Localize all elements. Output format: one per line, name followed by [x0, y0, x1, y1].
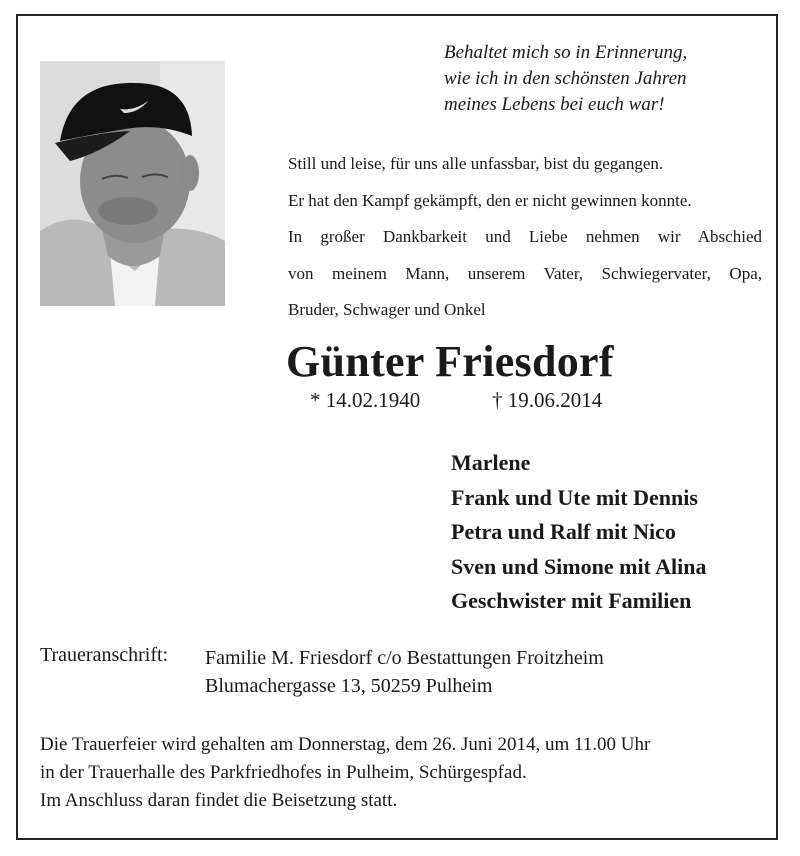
family-member: Geschwister mit Familien — [451, 588, 692, 613]
portrait-illustration — [40, 61, 225, 306]
mourning-address — [205, 644, 604, 700]
intro-line: Still und leise, für uns alle unfassbar, bist du gegangen. — [288, 154, 664, 173]
address-label: Traueranschrift: — [40, 644, 169, 666]
birth-date: * 14.02.1940 — [310, 388, 421, 412]
ceremony-line: Im Anschluss daran findet die Beisetzung statt. — [40, 790, 398, 811]
quote-line: meines Lebens bei euch war! — [444, 94, 665, 115]
intro-line: Bruder, Schwager und Onkel — [288, 300, 486, 319]
quote-line: wie ich in den schönsten Jahren — [444, 68, 687, 89]
intro-text — [288, 146, 762, 329]
family-list — [451, 446, 707, 619]
family-member: Sven und Simone mit Alina — [451, 553, 707, 579]
intro-line: In großer Dankbarkeit und Liebe nehmen wir Abschied — [288, 227, 762, 246]
family-member: Petra und Ralf mit Nico — [451, 519, 676, 544]
address-line: Familie M. Friesdorf c/o Bestattungen Froitzheim — [205, 647, 604, 669]
death-date: † 19.06.2014 — [492, 388, 603, 412]
ceremony-line: Die Trauerfeier wird gehalten am Donnerstag, dem 26. Juni 2014, um 11.00 Uhr — [40, 734, 651, 755]
ceremony-line: in der Trauerhalle des Parkfriedhofes in Pulheim, Schürgespfad. — [40, 762, 527, 783]
family-member: Marlene — [451, 450, 531, 475]
address-line: Blumachergasse 13, 50259 Pulheim — [205, 675, 493, 697]
intro-line: Er hat den Kampf gekämpft, den er nicht gewinnen konnte. — [288, 190, 692, 210]
family-member: Frank und Ute mit Dennis — [451, 484, 698, 510]
memorial-quote — [444, 40, 764, 118]
intro-line: von meinem Mann, unserem Vater, Schwiegervater, Opa, — [288, 263, 762, 283]
deceased-name: Günter Friesdorf — [286, 337, 614, 386]
quote-line: Behaltet mich so in Erinnerung, — [444, 42, 688, 63]
portrait-photo — [40, 61, 225, 306]
ceremony-info — [40, 731, 650, 815]
